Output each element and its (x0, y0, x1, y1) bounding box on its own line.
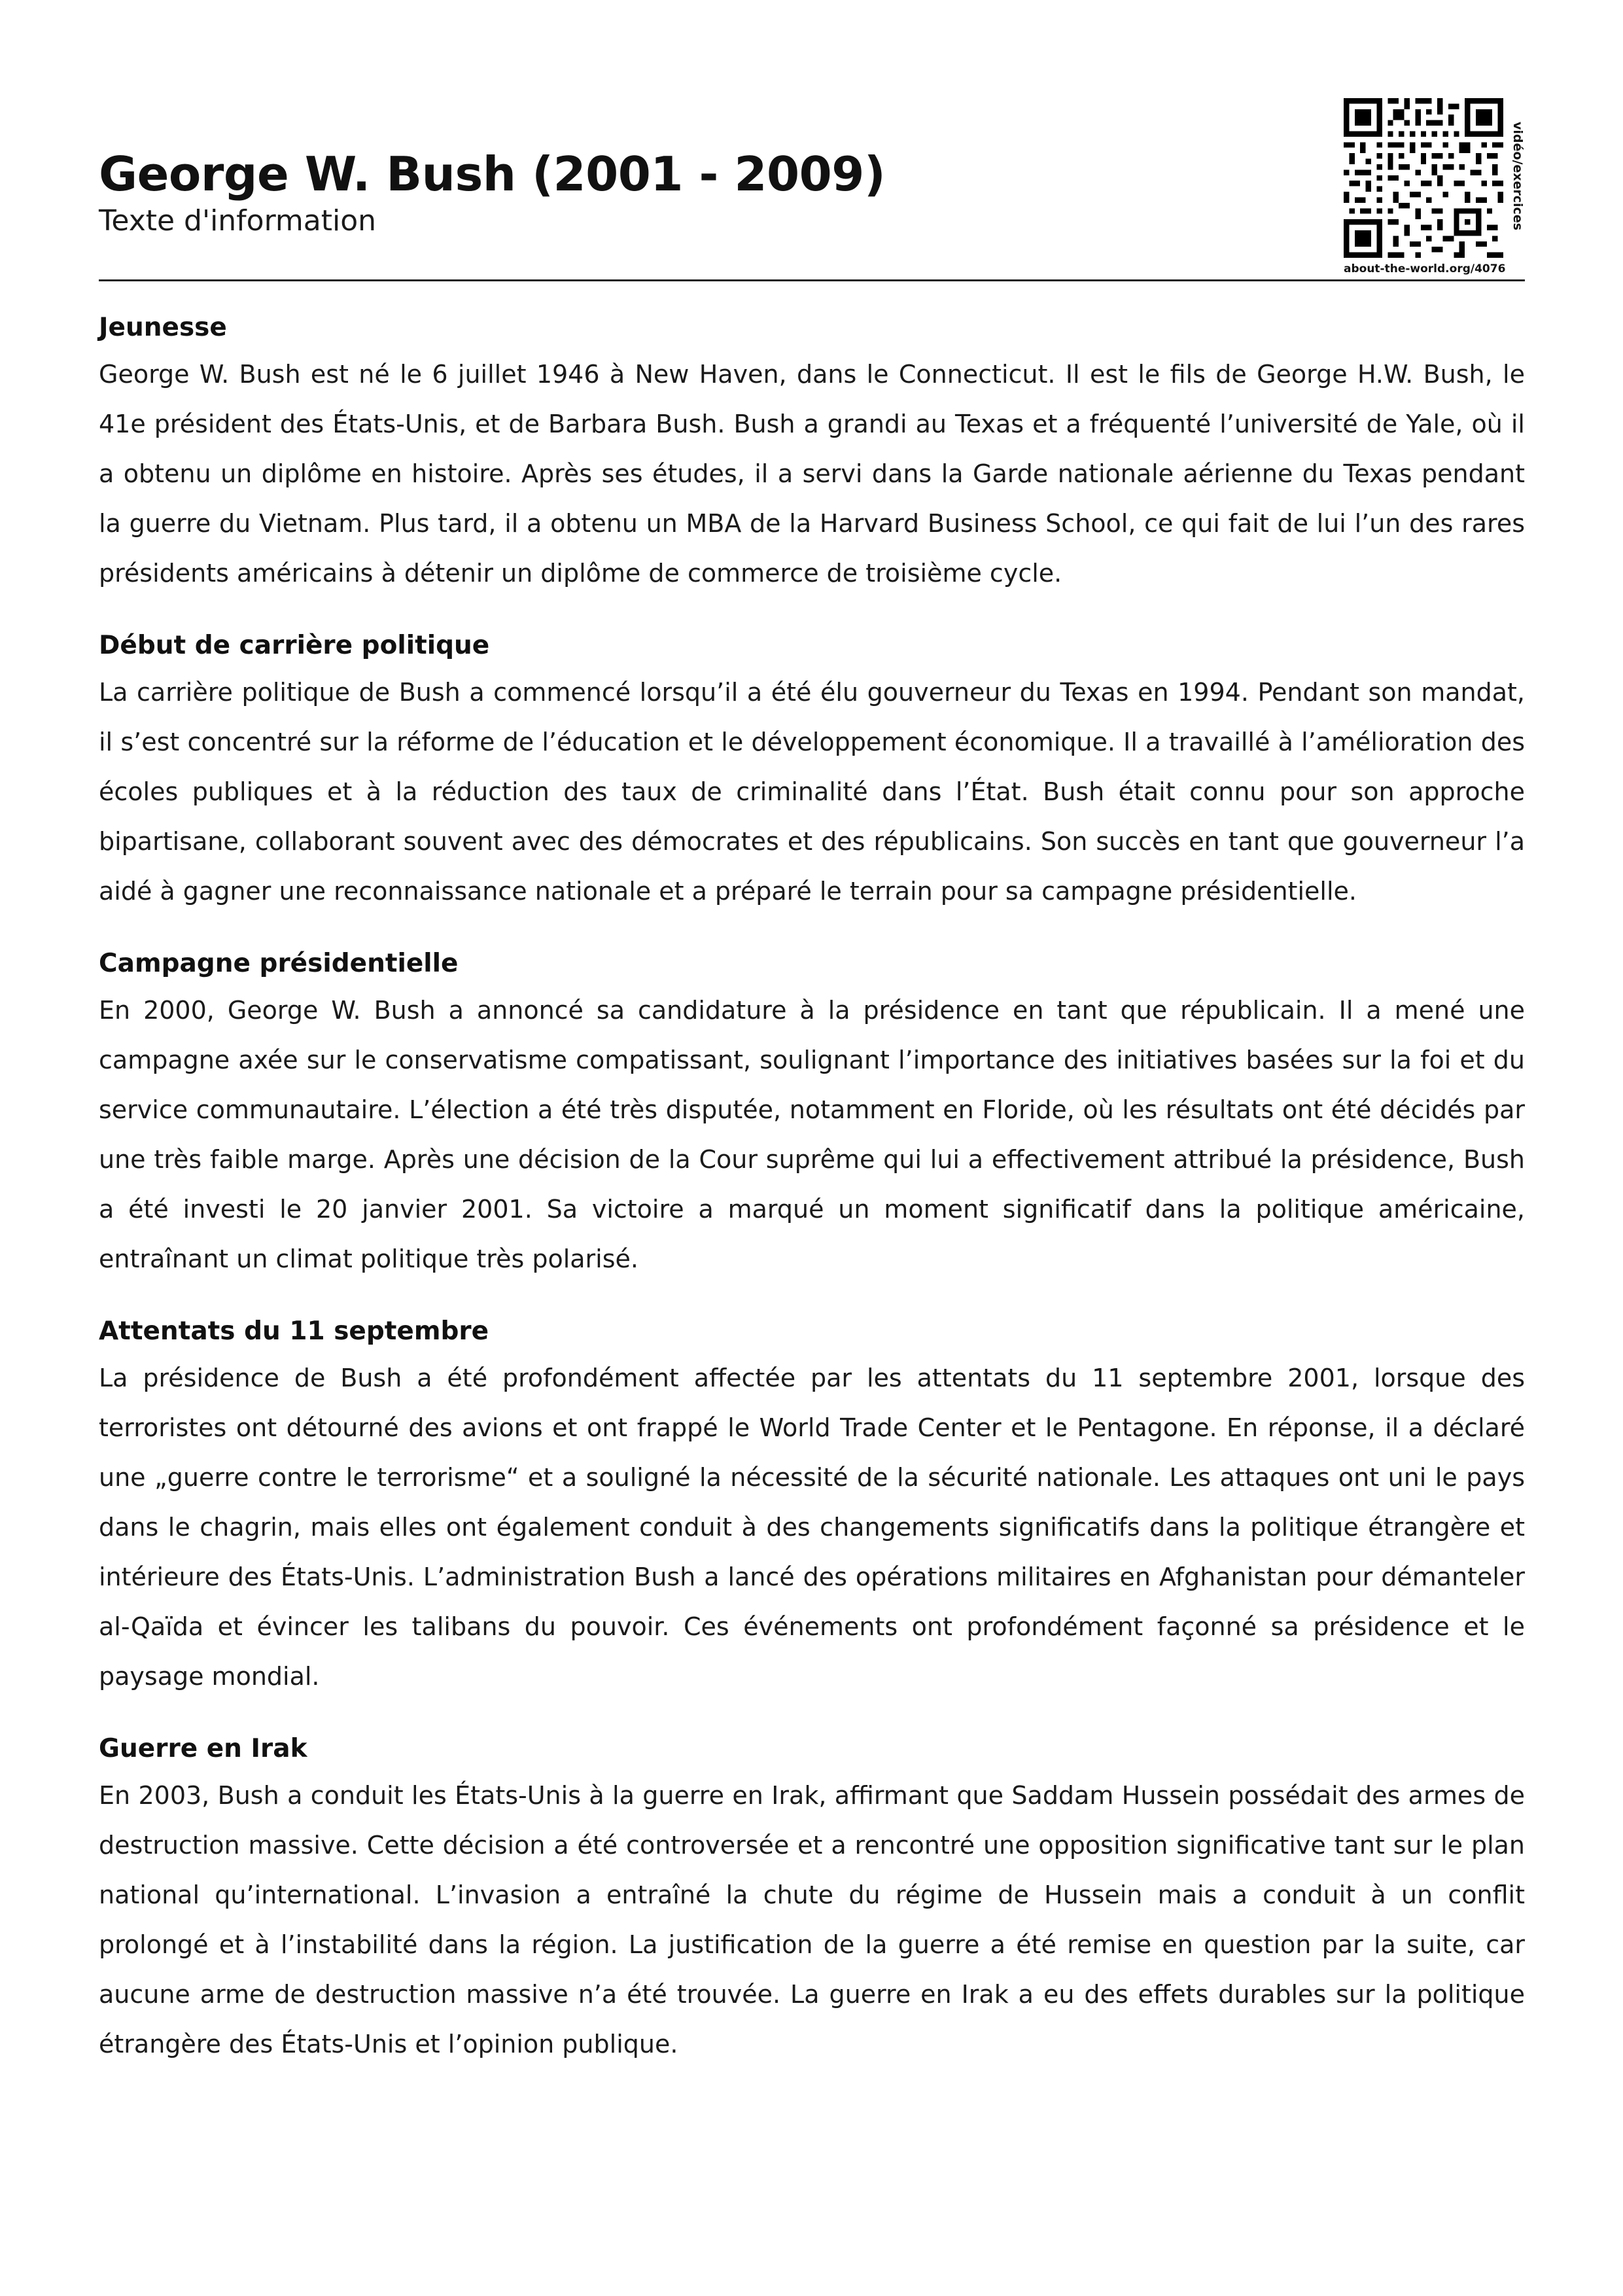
section-debut-carriere (99, 626, 1525, 916)
qr-url-link[interactable]: about-the-world.org/4076 (1344, 262, 1506, 275)
section-jeunesse (99, 308, 1525, 598)
document-body (99, 308, 1525, 2096)
page-title: George W. Bush (2001 - 2009) (99, 147, 886, 202)
section-heading: Jeunesse (99, 313, 227, 342)
section-paragraph: La carrière politique de Bush a commencé lorsqu’il a été élu gouverneur du Texas en 1994. Pendant son mandat, il s’est concentré sur la réforme de l’éducation et le développement économique. Il a travaillé à l’amélioration des écoles publiques et à la réduction des taux de criminalité dans l’État. Bush était connu pour son approche bipartisane, collaborant souvent avec des démocrates et des républicains. Son succès en tant que gouverneur l’a aidé à gagner une reconnaissance nationale et a préparé le terrain pour sa campagne présidentielle. (99, 678, 1525, 906)
qr-block[interactable] (1344, 98, 1524, 279)
section-paragraph: George W. Bush est né le 6 juillet 1946 à New Haven, dans le Connecticut. Il est le fils de George H.W. Bush, le 41e président des États-Unis, et de Barbara Bush. Bush a grandi au Texas et a fréquenté l’université de Yale, où il a obtenu un diplôme en histoire. Après ses études, il a servi dans la Garde nationale aérienne du Texas pendant la guerre du Vietnam. Plus tard, il a obtenu un MBA de la Harvard Business School, ce qui fait de lui l’un des rares présidents américains à détenir un diplôme de commerce de troisième cycle. (99, 360, 1525, 588)
section-attentats (99, 1311, 1525, 1701)
header-divider (99, 279, 1525, 281)
section-heading: Attentats du 11 septembre (99, 1316, 489, 1346)
section-heading: Campagne présidentielle (99, 949, 459, 978)
section-paragraph: La présidence de Bush a été profondément affectée par les attentats du 11 septembre 2001, lorsque des terroristes ont détourné des avions et ont frappé le World Trade Center et le Pentagone. En réponse, il a déclaré une „guerre contre le terrorisme“ et a souligné la nécessité de la sécurité nationale. Les attaques ont uni le pays dans le chagrin, mais elles ont également conduit à des changements significatifs dans la politique étrangère et intérieure des États-Unis. L’administration Bush a lancé des opérations militaires en Afghanistan pour démanteler al-Qaïda et évincer les talibans du pouvoir. Ces événements ont profondément façonné sa présidence et le paysage mondial. (99, 1364, 1525, 1691)
qr-video-exercises-label: vidéo/exercices (1510, 122, 1525, 231)
section-irak (99, 1729, 1525, 2069)
qr-code-icon[interactable] (1344, 98, 1503, 258)
section-paragraph: En 2003, Bush a conduit les États-Unis à la guerre en Irak, affirmant que Saddam Hussein possédait des armes de destruction massive. Cette décision a été controversée et a rencontré une opposition significative tant sur le plan national qu’international. L’invasion a entraîné la chute du régime de Hussein mais a conduit à un conflit prolongé et à l’instabilité dans la région. La justification de la guerre a été remise en question par la suite, car aucune arme de destruction massive n’a été trouvée. La guerre en Irak a eu des effets durables sur la politique étrangère des États-Unis et l’opinion publique. (99, 1781, 1525, 2058)
section-campagne (99, 944, 1525, 1284)
document-header (99, 131, 1525, 281)
page-subtitle: Texte d'information (99, 204, 377, 238)
section-paragraph: En 2000, George W. Bush a annoncé sa candidature à la présidence en tant que républicain. Il a mené une campagne axée sur le conservatisme compatissant, soulignant l’importance des initiatives basées sur la foi et du service communautaire. L’élection a été très disputée, notamment en Floride, où les résultats ont été décidés par une très faible marge. Après une décision de la Cour suprême qui lui a effectivement attribué la présidence, Bush a été investi le 20 janvier 2001. Sa victoire a marqué un moment significatif dans la politique américaine, entraînant un climat politique très polarisé. (99, 996, 1525, 1273)
section-heading: Début de carrière politique (99, 631, 490, 660)
section-heading: Guerre en Irak (99, 1734, 307, 1763)
